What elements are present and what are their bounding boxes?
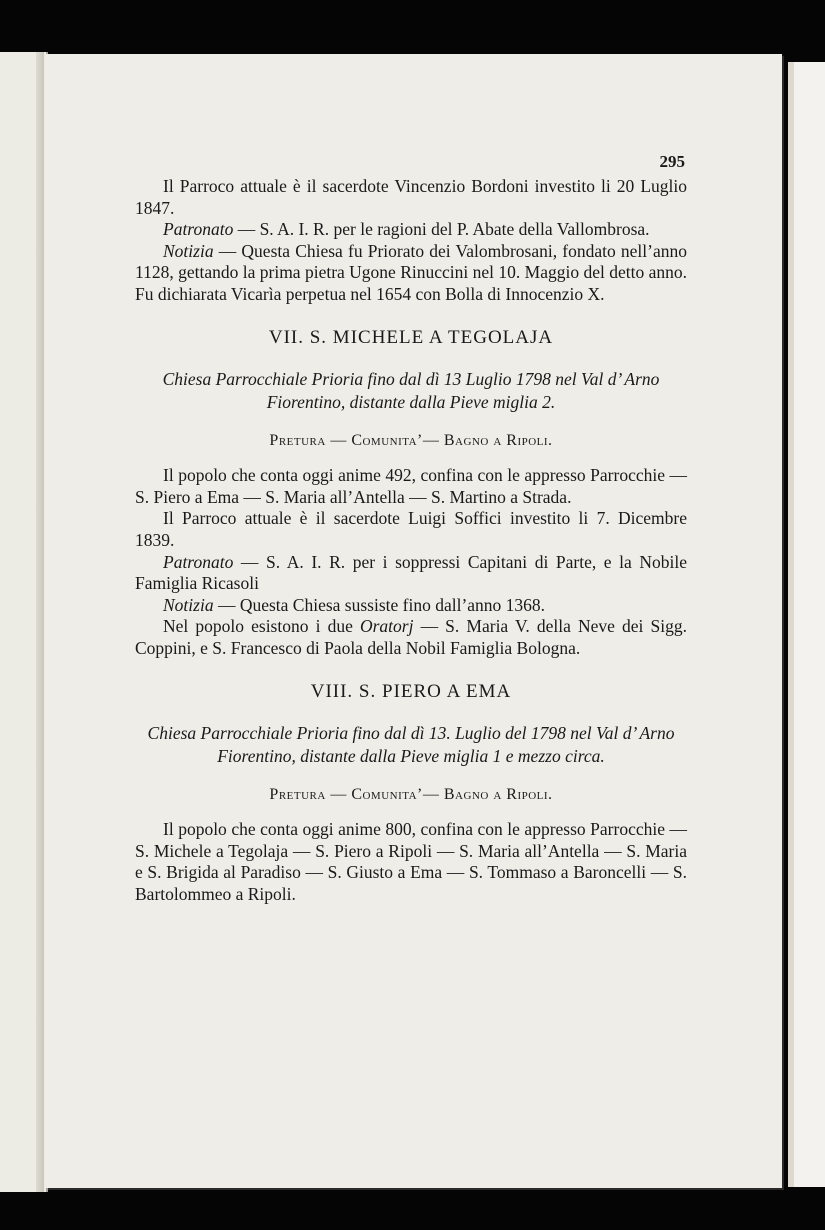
pretura-line-viii: Pretura — Comunita’— Bagno a Ripoli. [269, 785, 553, 803]
patronato-paragraph-vii [135, 552, 687, 595]
section-heading-viii: VIII. S. PIERO A EMA [310, 680, 512, 702]
scan-background-bottom [0, 1195, 825, 1230]
page-number: 295 [659, 152, 685, 171]
section-description-viii: Chiesa Parrocchiale Prioria fino dal dì 13. Luglio del 1798 nel Val d’ Arno Fiorentino, distante dalla Pieve miglia 1 e mezzo circa. [147, 722, 675, 766]
notizia-paragraph-vii [135, 595, 687, 617]
oratorj-pre: Nel popolo esistono i due [163, 616, 360, 637]
popolo-paragraph-vii: Il popolo che conta oggi anime 492, confina con le appresso Parrocchie — S. Piero a Ema — S. Maria all’Antella — S. Martino a Strada. [135, 465, 687, 507]
binding-shadow [36, 52, 44, 1192]
notizia-label: Notizia [163, 594, 214, 615]
oratorj-post: — S. Maria V. della Neve dei Sigg. Coppini, e S. Francesco di Paola della Nobil Famiglia Bologna. [135, 616, 687, 658]
notizia-paragraph-1 [135, 241, 687, 306]
section-description-vii: Chiesa Parrocchiale Prioria fino dal dì 13 Luglio 1798 nel Val d’ Arno Fiorentino, distante dalla Pieve miglia 2. [162, 368, 660, 412]
notizia-text: — Questa Chiesa fu Priorato dei Valombrosani, fondato nell’anno 1128, gettando la prima pietra Ugone Rinuccini nel 10. Maggio del detto anno. Fu dichiarata Vicarìa perpetua nel 1654 con Bolla di Innocenzio X. [135, 240, 687, 304]
page-content [135, 151, 687, 905]
section-heading-vii: VII. S. MICHELE A TEGOLAJA [268, 326, 554, 348]
patronato-text: — S. A. I. R. per i soppressi Capitani di Parte, e la Nobile Famiglia Ricasoli [135, 551, 687, 594]
oratorj-paragraph-vii [135, 616, 687, 659]
right-page-edge [788, 62, 825, 1187]
patronato-label: Patronato [163, 551, 234, 572]
patronato-text: — S. A. I. R. per le ragioni del P. Abate della Vallombrosa. [233, 219, 650, 240]
parroco-paragraph-vii: Il Parroco attuale è il sacerdote Luigi Soffici investito li 7. Dicembre 1839. [135, 508, 687, 550]
pretura-line-vii: Pretura — Comunita’— Bagno a Ripoli. [269, 431, 553, 449]
notizia-text: — Questa Chiesa sussiste fino dall’anno 1368. [213, 594, 546, 615]
book-page [46, 54, 782, 1188]
patronato-label: Patronato [163, 219, 234, 240]
oratorj-label: Oratorj [359, 616, 414, 637]
right-page-shadow [788, 62, 794, 1187]
notizia-label: Notizia [163, 240, 214, 261]
left-page-edge [0, 52, 48, 1192]
parroco-paragraph-1: Il Parroco attuale è il sacerdote Vincenzio Bordoni investito li 20 Luglio 1847. [135, 176, 687, 218]
patronato-paragraph-1 [135, 219, 687, 241]
popolo-paragraph-viii: Il popolo che conta oggi anime 800, confina con le appresso Parrocchie — S. Michele a Tegolaja — S. Piero a Ripoli — S. Maria all’Antella — S. Maria e S. Brigida al Paradiso — S. Giusto a Ema — S. Tommaso a Baroncelli — S. Bartolommeo a Ripoli. [135, 819, 687, 904]
